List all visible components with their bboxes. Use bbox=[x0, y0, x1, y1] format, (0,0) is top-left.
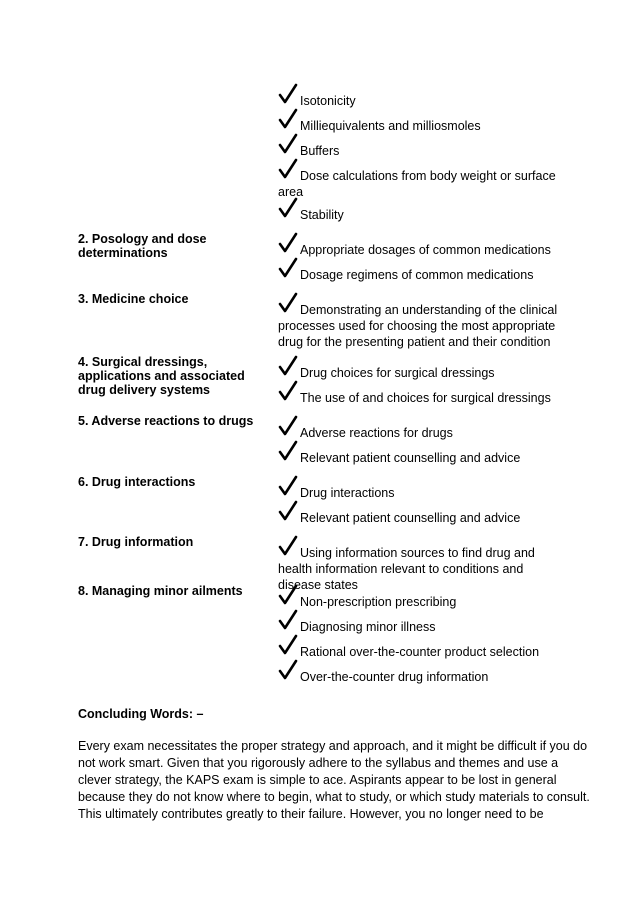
checklist-item: Isotonicity bbox=[278, 93, 568, 109]
check-mark-icon bbox=[278, 634, 298, 656]
topic-medicine-choice: 3. Medicine choice bbox=[78, 292, 189, 306]
checklist-item: Diagnosing minor illness bbox=[278, 619, 568, 635]
check-mark-icon bbox=[278, 292, 298, 314]
topic-minor-ailments: 8. Managing minor ailments bbox=[78, 584, 243, 598]
checklist-item: Relevant patient counselling and advice bbox=[278, 510, 568, 526]
check-mark-icon bbox=[278, 197, 298, 219]
checklist-item: Appropriate dosages of common medications bbox=[278, 242, 568, 258]
topic-drug-information: 7. Drug information bbox=[78, 535, 194, 549]
checklist-item: Buffers bbox=[278, 143, 568, 159]
paragraph-line: because they do not know where to begin, what to study, or which study materials to consult. bbox=[78, 790, 590, 804]
paragraph-line: This ultimately contributes greatly to their failure. However, you no longer need to be bbox=[78, 807, 544, 821]
check-mark-icon bbox=[278, 108, 298, 130]
checklist-item: Dosage regimens of common medications bbox=[278, 267, 568, 283]
checklist-item: Rational over-the-counter product selection bbox=[278, 644, 568, 660]
check-mark-icon bbox=[278, 83, 298, 105]
check-mark-icon bbox=[278, 535, 298, 557]
check-mark-icon bbox=[278, 158, 298, 180]
check-mark-icon bbox=[278, 500, 298, 522]
check-mark-icon bbox=[278, 232, 298, 254]
checklist-item: Adverse reactions for drugs bbox=[278, 425, 568, 441]
check-mark-icon bbox=[278, 584, 298, 606]
checklist-item: Drug interactions bbox=[278, 485, 568, 501]
checklist-item: Using information sources to find drug and health information relevant to conditions and disease states bbox=[278, 545, 568, 593]
check-mark-icon bbox=[278, 415, 298, 437]
checklist-item: The use of and choices for surgical dressings bbox=[278, 390, 568, 406]
topic-posology: 2. Posology and dose determinations bbox=[78, 232, 207, 260]
concluding-heading: Concluding Words: – bbox=[78, 707, 204, 721]
check-mark-icon bbox=[278, 380, 298, 402]
check-mark-icon bbox=[278, 440, 298, 462]
checklist-item: Non-prescription prescribing bbox=[278, 594, 568, 610]
check-mark-icon bbox=[278, 659, 298, 681]
topic-adverse-reactions: 5. Adverse reactions to drugs bbox=[78, 414, 254, 428]
checklist-item: Dose calculations from body weight or surface area bbox=[278, 168, 568, 200]
concluding-paragraph bbox=[78, 738, 590, 823]
check-mark-icon bbox=[278, 133, 298, 155]
paragraph-line: not work smart. Given that you rigorously adhere to the syllabus and themes and use a bbox=[78, 756, 559, 770]
paragraph-line: Every exam necessitates the proper strategy and approach, and it might be difficult if you do bbox=[78, 739, 588, 753]
topic-surgical-dressings: 4. Surgical dressings, applications and associated drug delivery systems bbox=[78, 355, 245, 397]
checklist-item: Drug choices for surgical dressings bbox=[278, 365, 568, 381]
check-mark-icon bbox=[278, 355, 298, 377]
checklist-item: Relevant patient counselling and advice bbox=[278, 450, 568, 466]
checklist-item: Stability bbox=[278, 207, 568, 223]
checklist-item: Over-the-counter drug information bbox=[278, 669, 568, 685]
checklist-item: Demonstrating an understanding of the clinical processes used for choosing the most appropriate drug for the presenting patient and their condition bbox=[278, 302, 568, 350]
check-mark-icon bbox=[278, 257, 298, 279]
check-mark-icon bbox=[278, 475, 298, 497]
topic-drug-interactions: 6. Drug interactions bbox=[78, 475, 196, 489]
check-mark-icon bbox=[278, 609, 298, 631]
paragraph-line: clever strategy, the KAPS exam is simple to ace. Aspirants appear to be lost in general bbox=[78, 773, 557, 787]
checklist-item: Milliequivalents and milliosmoles bbox=[278, 118, 568, 134]
